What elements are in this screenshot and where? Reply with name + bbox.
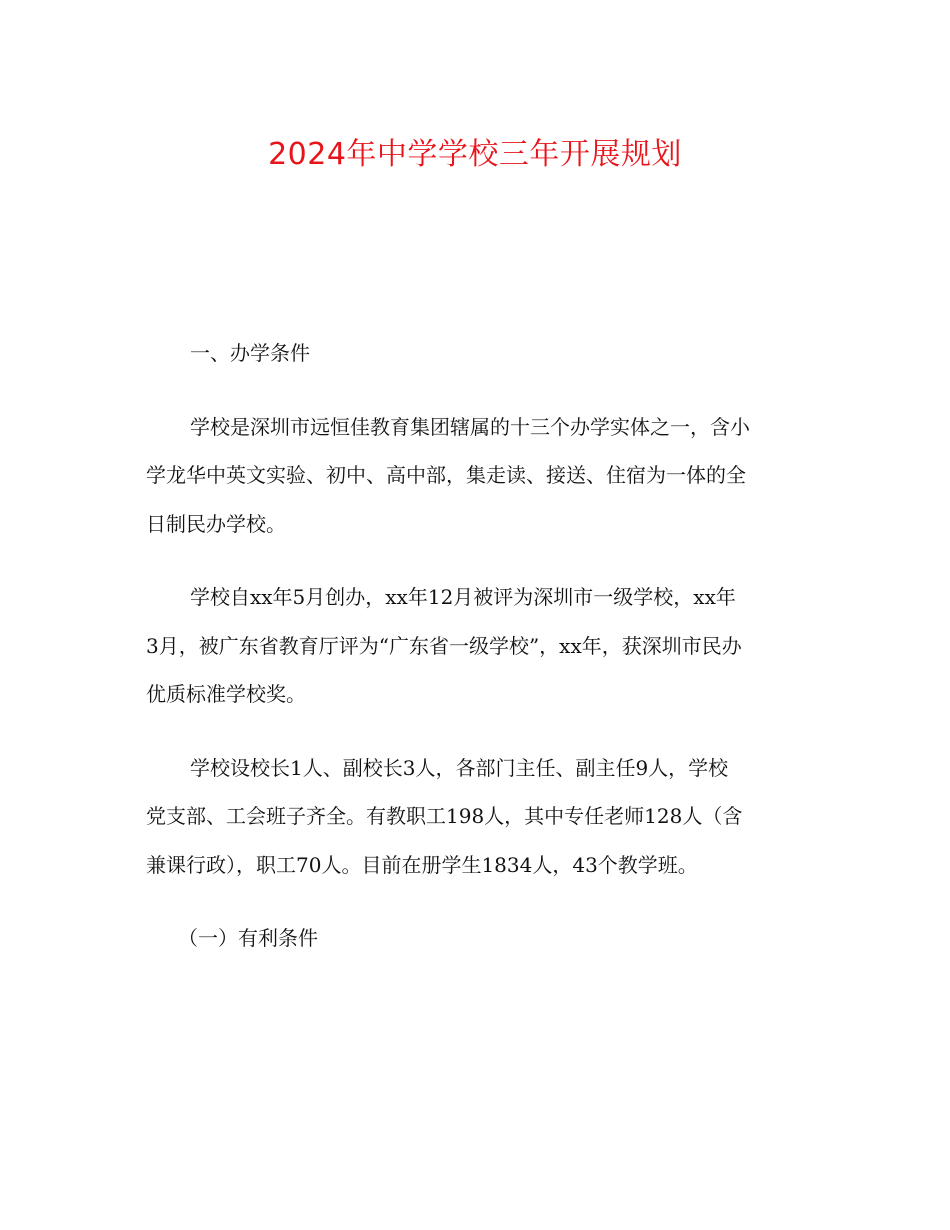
paragraph-gap: [146, 719, 806, 744]
paragraph-gap: [146, 889, 806, 914]
paragraph-line: 学校设校长1人、副校长3人，各部门主任、副主任9人，学校: [190, 755, 729, 780]
paragraph-line: 3月，被广东省教育厅评为“广东省一级学校”，xx年，获深圳市民办: [146, 633, 742, 658]
paragraph-gap: [146, 548, 806, 573]
paragraph-line: 学龙华中英文实验、初中、高中部，集走读、接送、住宿为一体的全: [146, 463, 746, 487]
paragraph-line: 日制民办学校。: [146, 511, 286, 536]
subsection-heading: （一）有利条件: [178, 926, 318, 950]
paragraph-line: 党支部、工会班子齐全。有教职工198人，其中专任老师128人（含: [146, 804, 743, 828]
paragraph-1: [146, 403, 806, 549]
paragraph-line: 优质标准学校奖。: [146, 682, 306, 706]
paragraph-line: 兼课行政），职工70人。目前在册学生1834人，43个教学班。: [146, 852, 698, 877]
section-heading: 一、办学条件: [190, 341, 310, 365]
paragraph-line: 学校自xx年5月创办，xx年12月被评为深圳市一级学校，xx年: [190, 585, 736, 609]
paragraph-gap: [146, 378, 806, 403]
paragraph-2: [146, 573, 806, 719]
document-title: 2024年中学学校三年开展规划: [268, 137, 682, 172]
document-body: [146, 329, 806, 963]
paragraph-line: 学校是深圳市远恒佳教育集团辖属的十三个办学实体之一，含小: [190, 414, 750, 439]
paragraph-3: [146, 744, 806, 890]
